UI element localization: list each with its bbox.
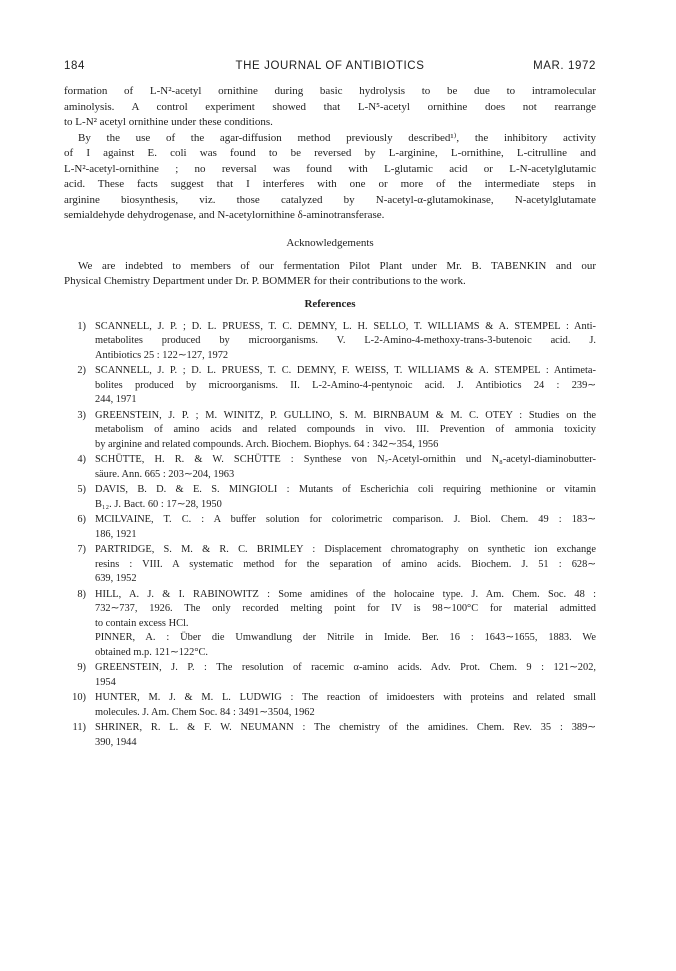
references-list <box>64 320 596 751</box>
reference-number: 4) <box>77 454 86 465</box>
reference-number: 2) <box>77 365 86 376</box>
reference-line: säure. Ann. 665 : 203∼204, 1963 <box>95 468 235 480</box>
reference-number: 5) <box>77 484 86 495</box>
reference-line: HILL, A. J. & I. RABINOWITZ : Some amidines of the holocaine type. J. Am. Chem. Soc. 48 : <box>95 588 596 600</box>
reference-line: 639, 1952 <box>95 573 137 584</box>
reference-line: SHRINER, R. L. & F. W. NEUMANN : The chemistry of the amidines. Chem. Rev. 35 : 389∼ <box>95 722 596 733</box>
reference-item <box>64 661 596 690</box>
reference-item <box>64 588 596 661</box>
text-line: L-N²-acetyl-ornithine ; no reversal was found with L-glutamic acid or L-N-acetylglutamic <box>64 162 596 175</box>
reference-line: SCHÜTTE, H. R. & W. SCHÜTTE : Synthese von N₇-Acetyl-ornithin und N₈-acetyl-diaminobutter- <box>95 454 596 465</box>
text-line: arginine biosynthesis, viz. those catalyzed by N-acetyl-α-glutamokinase, N-acetylglutamate <box>64 193 596 206</box>
reference-item <box>64 721 596 750</box>
reference-number: 1) <box>77 320 86 332</box>
references-heading: References <box>304 297 356 310</box>
text-line: aminolysis. A control experiment showed that L-N⁵-acetyl ornithine does not rearrange <box>64 100 596 113</box>
reference-line: 732∼737, 1926. The only recorded melting point for IV is 98∼100°C for material admitted <box>95 603 596 614</box>
text-line: By the use of the agar-diffusion method previously described¹⁾, the inhibitory activity <box>78 131 596 144</box>
acknowledgements-heading: Acknowledgements <box>286 236 374 249</box>
acknowledgements-text <box>64 259 596 289</box>
text-line: Physical Chemistry Department under Dr. P. BOMMER for their contributions to the work. <box>64 274 466 287</box>
reference-line: metabolism of amino acids and related compounds in vivo. III. Prevention of ammonia toxicity <box>95 424 596 435</box>
reference-item <box>64 543 596 587</box>
text-line: of I against E. coli was found to be reversed by L-arginine, L-ornithine, L-citrulline and <box>64 147 596 159</box>
reference-item <box>64 320 596 364</box>
reference-number: 8) <box>77 588 86 600</box>
reference-number: 10) <box>72 692 86 703</box>
reference-line: PARTRIDGE, S. M. & R. C. BRIMLEY : Displacement chromatography on synthetic ion exchange <box>95 544 596 555</box>
reference-line: metabolites produced by microorganisms. V. L-2-Amino-4-methoxy-trans-3-butenoic acid. J. <box>95 335 596 346</box>
paragraph-inhibitory-activity <box>64 131 596 224</box>
reference-line: B₁₂. J. Bact. 60 : 17∼28, 1950 <box>95 498 222 510</box>
reference-line: GREENSTEIN, J. P. : The resolution of racemic α-amino acids. Adv. Prot. Chem. 9 : 121∼202, <box>95 662 596 673</box>
reference-item <box>64 513 596 542</box>
reference-line: GREENSTEIN, J. P. ; M. WINITZ, P. GULLINO, S. M. BIRNBAUM & M. C. OTEY : Studies on the <box>95 409 596 421</box>
reference-item <box>64 453 596 482</box>
reference-line: 390, 1944 <box>95 736 137 748</box>
text-line: acid. These facts suggest that I interferes with one or more of the intermediate steps in <box>64 178 596 190</box>
reference-line: by arginine and related compounds. Arch. Biochem. Biophys. 64 : 342∼354, 1956 <box>95 438 439 450</box>
reference-item <box>64 364 596 408</box>
reference-line: DAVIS, B. D. & E. S. MINGIOLI : Mutants of Escherichia coli requiring methionine or vitamin <box>95 484 596 495</box>
reference-line: bolites produced by microorganisms. II. L-2-Amino-4-pentynoic acid. J. Antibiotics 24 : 239∼ <box>95 379 596 391</box>
reference-line: to contain excess HCl. <box>95 617 189 629</box>
reference-line: obtained m.p. 121∼122°C. <box>95 646 209 658</box>
reference-number: 3) <box>77 409 86 421</box>
paragraph-intramolecular-aminolysis <box>64 84 596 131</box>
reference-item <box>64 409 596 453</box>
reference-line: MCILVAINE, T. C. : A buffer solution for colorimetric comparison. J. Biol. Chem. 49 : 183∼ <box>95 514 596 525</box>
reference-line: 186, 1921 <box>95 528 137 540</box>
reference-line: HUNTER, M. J. & M. L. LUDWIG : The reaction of imidoesters with proteins and related small <box>95 692 596 703</box>
text-line: We are indebted to members of our fermentation Pilot Plant under Mr. B. TABENKIN and our <box>78 259 596 272</box>
article-body <box>64 84 596 751</box>
reference-item <box>64 691 596 720</box>
reference-item <box>64 483 596 512</box>
reference-line: Antibiotics 25 : 122∼127, 1972 <box>95 349 229 361</box>
reference-line: 1954 <box>95 676 116 688</box>
reference-number: 7) <box>77 544 86 555</box>
page-number: 184 <box>64 60 85 72</box>
running-header <box>64 60 596 74</box>
reference-line: PINNER, A. : Über die Umwandlung der Nitrile in Imide. Ber. 16 : 1643∼1655, 1883. We <box>95 632 596 643</box>
text-line: semialdehyde dehydrogenase, and N-acetylornithine δ-aminotransferase. <box>64 209 385 221</box>
issue-date: MAR. 1972 <box>533 60 596 72</box>
reference-number: 11) <box>72 722 86 733</box>
text-line: to L-N² acetyl ornithine under these conditions. <box>64 116 273 128</box>
reference-line: SCANNELL, J. P. ; D. L. PRUESS, T. C. DEMNY, F. WEISS, T. WILLIAMS & A. STEMPEL : Antimeta- <box>95 365 596 376</box>
reference-line: 244, 1971 <box>95 394 137 405</box>
reference-number: 9) <box>77 662 86 673</box>
text-line: formation of L-N²-acetyl ornithine during basic hydrolysis to be due to intramolecular <box>64 85 596 97</box>
reference-line: resins : VIII. A systematic method for the separation of amino acids. Biochem. J. 51 : 628∼ <box>95 558 596 570</box>
reference-line: molecules. J. Am. Chem Soc. 84 : 3491∼3504, 1962 <box>95 706 315 718</box>
reference-number: 6) <box>77 514 86 525</box>
journal-title: THE JOURNAL OF ANTIBIOTICS <box>235 60 425 72</box>
reference-line: SCANNELL, J. P. ; D. L. PRUESS, T. C. DEMNY, L. H. SELLO, T. WILLIAMS & A. STEMPEL : Anti- <box>95 320 596 332</box>
